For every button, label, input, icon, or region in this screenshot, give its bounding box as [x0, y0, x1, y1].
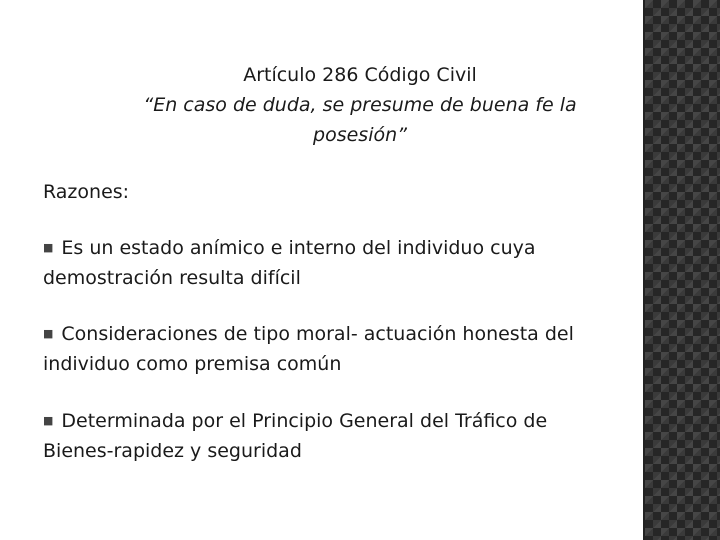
- square-bullet-icon: ■: [43, 414, 54, 427]
- article-reference: Artículo 286 Código Civil: [243, 64, 477, 86]
- slide-title: [110, 60, 610, 150]
- reason-text: Determinada por el Principio General del Tráfico de Bienes-rapidez y seguridad: [43, 410, 548, 462]
- decorative-side-panel: [643, 0, 720, 540]
- reason-text: Consideraciones de tipo moral- actuación honesta del individuo como premisa común: [43, 323, 574, 375]
- reason-list-item: [43, 233, 613, 293]
- reason-list-item: [43, 406, 613, 466]
- reason-text: Es un estado anímico e interno del individuo cuya demostración resulta difícil: [43, 237, 536, 289]
- article-quote: “En caso de duda, se presume de buena fe la posesión”: [143, 94, 577, 146]
- square-bullet-icon: ■: [43, 327, 54, 340]
- reason-list-item: [43, 319, 613, 379]
- square-bullet-icon: ■: [43, 241, 54, 254]
- reasons-heading: Razones:: [43, 181, 130, 203]
